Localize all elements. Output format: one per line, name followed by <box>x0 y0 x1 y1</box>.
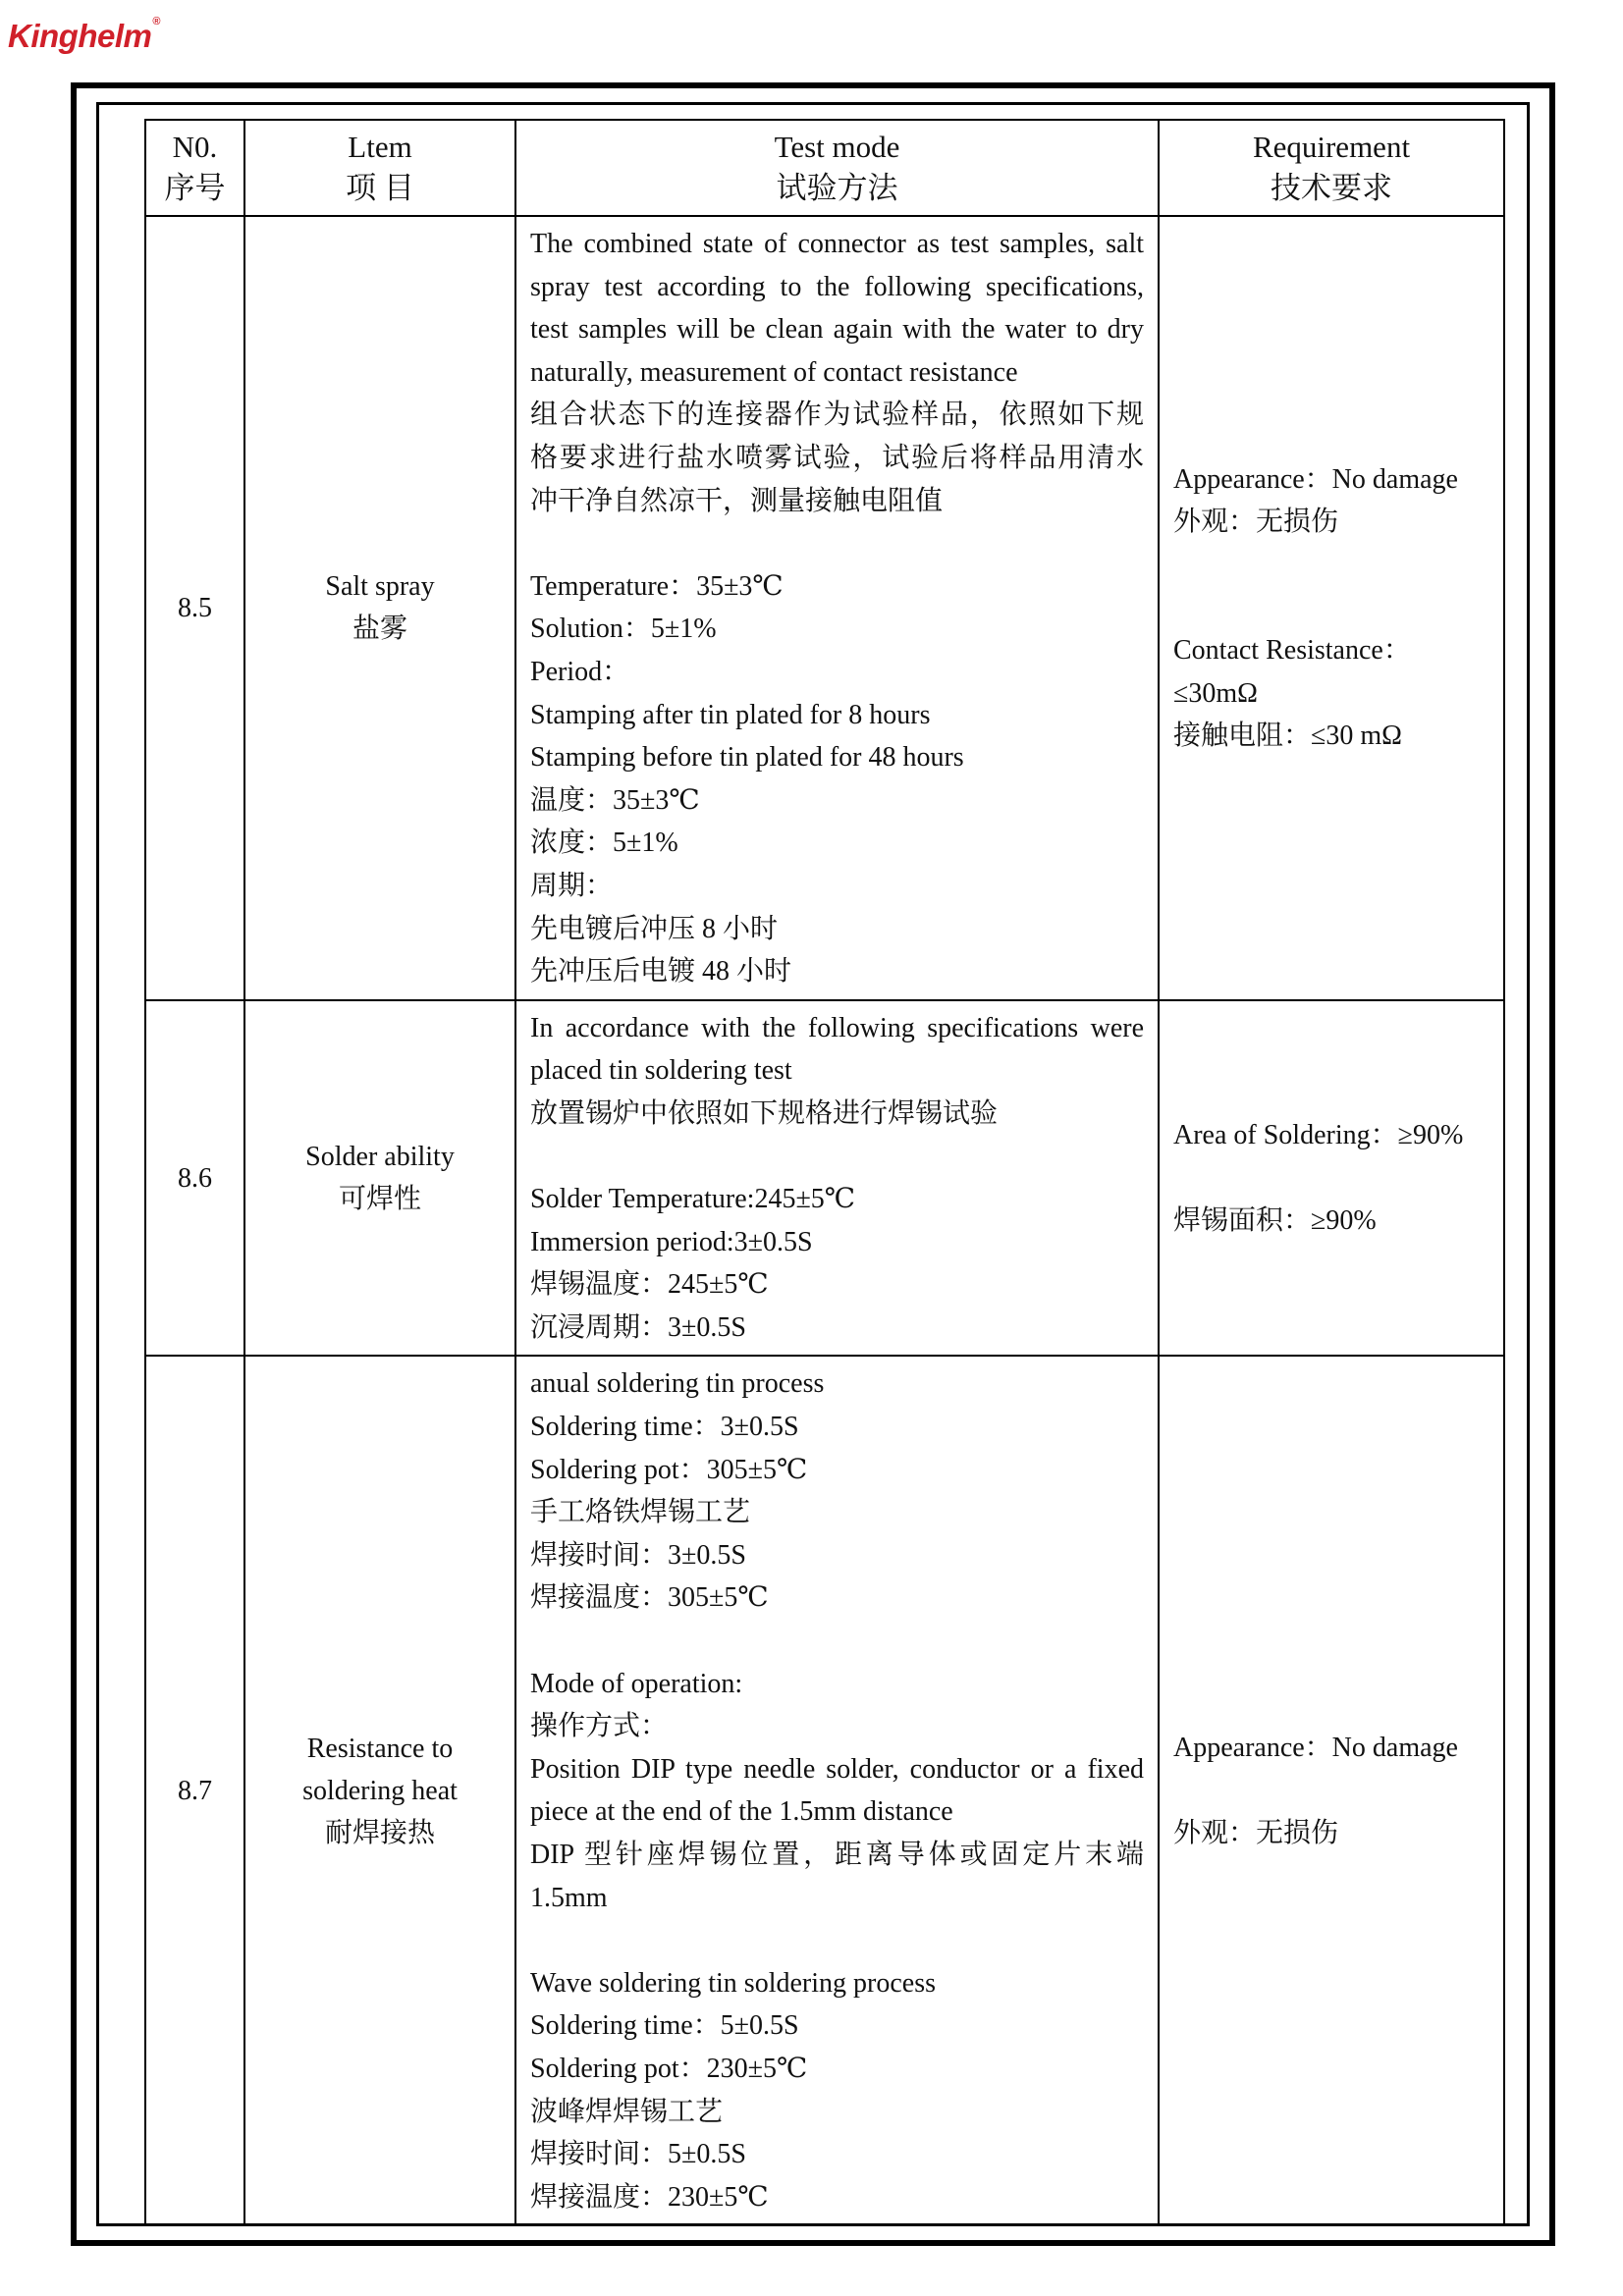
row-requirement <box>1159 216 1504 1000</box>
mode-line: test samples will be clean again with the water to dry <box>530 314 1144 346</box>
mode-line: Solder Temperature:245±5℃ <box>530 1184 856 1215</box>
req-line: Appearance：No damage <box>1173 463 1458 495</box>
mode-line: Soldering pot：230±5℃ <box>530 2053 808 2084</box>
item-cn: 耐焊接热 <box>324 1817 435 1848</box>
spacer <box>1173 544 1491 587</box>
req-line: 接触电阻：≤30 mΩ <box>1173 721 1402 752</box>
mode-line: 波峰焊焊锡工艺 <box>530 2096 724 2127</box>
header-requirement <box>1159 120 1504 216</box>
mode-line: 1.5mm <box>530 1882 608 1913</box>
row-test-mode <box>515 1356 1159 2225</box>
row-item <box>244 216 515 1000</box>
mode-line: 焊接温度：230±5℃ <box>530 2181 769 2213</box>
mode-line: 格要求进行盐水喷雾试验，试验后将样品用清水 <box>530 442 1144 473</box>
header-no-cn: 序号 <box>164 171 226 205</box>
table-row <box>145 1356 1504 2225</box>
mode-line: 先冲压后电镀 48 小时 <box>530 956 792 988</box>
mode-line: 浓度：5±1% <box>530 828 678 859</box>
mode-line: piece at the end of the 1.5mm distance <box>530 1796 953 1828</box>
mode-line: 冲干净自然凉干，测量接触电阻值 <box>530 485 944 516</box>
mode-line: 焊接时间：3±0.5S <box>530 1539 746 1571</box>
item-cn: 盐雾 <box>352 614 407 645</box>
mode-line: 沉浸周期：3±0.5S <box>530 1311 746 1343</box>
test-spec-table <box>144 119 1505 2226</box>
mode-line: Solution：5±1% <box>530 614 717 645</box>
header-test-mode <box>515 120 1159 216</box>
mode-line: Soldering pot：305±5℃ <box>530 1454 808 1485</box>
spacer <box>1173 1156 1491 1200</box>
mode-line: Period： <box>530 656 630 687</box>
mode-line: naturally, measurement of contact resistance <box>530 356 1018 388</box>
mode-line: 组合状态下的连接器作为试验样品，依照如下规 <box>530 400 1144 431</box>
header-req-cn: 技术要求 <box>1271 171 1392 205</box>
spacer <box>1173 1770 1491 1813</box>
brand-logo <box>8 18 160 55</box>
spacer <box>1173 587 1491 630</box>
mode-line: 焊接温度：305±5℃ <box>530 1582 769 1614</box>
header-no-en: N0. <box>172 130 218 164</box>
mode-line: 手工烙铁焊锡工艺 <box>530 1497 751 1528</box>
mode-line: Soldering time：5±0.5S <box>530 2010 799 2042</box>
mode-line: Stamping after tin plated for 8 hours <box>530 699 931 730</box>
spacer <box>530 522 1144 565</box>
mode-line: Position DIP type needle solder, conductor or a fixed <box>530 1753 1144 1785</box>
req-line: ≤30mΩ <box>1173 677 1258 709</box>
spacer <box>530 1919 1144 1962</box>
brand-logo-text: Kinghelm <box>8 18 152 54</box>
table-row <box>145 216 1504 1000</box>
row-requirement <box>1159 1000 1504 1357</box>
item-en: Resistance to <box>306 1733 454 1764</box>
req-line: Contact Resistance： <box>1173 635 1411 667</box>
req-line: 外观：无损伤 <box>1173 1818 1339 1849</box>
item-en: soldering heat <box>302 1775 458 1806</box>
table-header-row <box>145 120 1504 216</box>
req-line: 外观：无损伤 <box>1173 507 1339 538</box>
row-item <box>244 1000 515 1357</box>
row-requirement <box>1159 1356 1504 2225</box>
mode-line: spray test according to the following specifications, <box>530 271 1144 302</box>
mode-line: anual soldering tin process <box>530 1368 825 1400</box>
header-item <box>244 120 515 216</box>
mode-line: 先电镀后冲压 8 小时 <box>530 913 779 944</box>
req-line: 焊锡面积：≥90% <box>1173 1204 1377 1236</box>
mode-line: Wave soldering tin soldering process <box>530 1967 936 1999</box>
spacer <box>530 1620 1144 1663</box>
row-test-mode <box>515 1000 1159 1357</box>
mode-line: Stamping before tin plated for 48 hours <box>530 742 964 774</box>
mode-line: Immersion period:3±0.5S <box>530 1226 813 1257</box>
row-test-mode <box>515 216 1159 1000</box>
header-mode-cn: 试验方法 <box>776 171 898 205</box>
spacer <box>530 1135 1144 1178</box>
row-number: 8.7 <box>145 1356 244 2225</box>
mode-line: Mode of operation: <box>530 1668 743 1699</box>
mode-line: 温度：35±3℃ <box>530 784 700 816</box>
header-item-en: Ltem <box>348 130 412 164</box>
mode-line: Temperature：35±3℃ <box>530 570 784 602</box>
row-item <box>244 1356 515 2225</box>
mode-line: placed tin soldering test <box>530 1055 792 1087</box>
mode-line: 放置锡炉中依照如下规格进行焊锡试验 <box>530 1097 999 1129</box>
mode-line: In accordance with the following specifications were <box>530 1012 1144 1043</box>
header-item-cn: 项 目 <box>346 171 414 205</box>
item-cn: 可焊性 <box>338 1184 421 1215</box>
header-mode-en: Test mode <box>774 130 900 164</box>
mode-line: The combined state of connector as test samples, salt <box>530 229 1144 259</box>
mode-line: 焊锡温度：245±5℃ <box>530 1269 769 1301</box>
req-line: Area of Soldering：≥90% <box>1173 1119 1464 1150</box>
header-req-en: Requirement <box>1252 130 1411 164</box>
req-line: Appearance：No damage <box>1173 1732 1458 1763</box>
item-en: Salt spray <box>325 571 435 603</box>
item-en: Solder ability <box>305 1142 455 1173</box>
header-no <box>145 120 244 216</box>
mode-line: 焊接时间：5±0.5S <box>530 2139 746 2170</box>
mode-line: DIP 型针座焊锡位置，距离导体或固定片末端 <box>530 1839 1144 1870</box>
mode-line: Soldering time：3±0.5S <box>530 1412 799 1443</box>
registered-mark: ® <box>152 16 160 27</box>
table-row <box>145 1000 1504 1357</box>
mode-line: 周期： <box>530 870 614 901</box>
row-number: 8.5 <box>145 216 244 1000</box>
mode-line: 操作方式： <box>530 1711 669 1742</box>
row-number: 8.6 <box>145 1000 244 1357</box>
